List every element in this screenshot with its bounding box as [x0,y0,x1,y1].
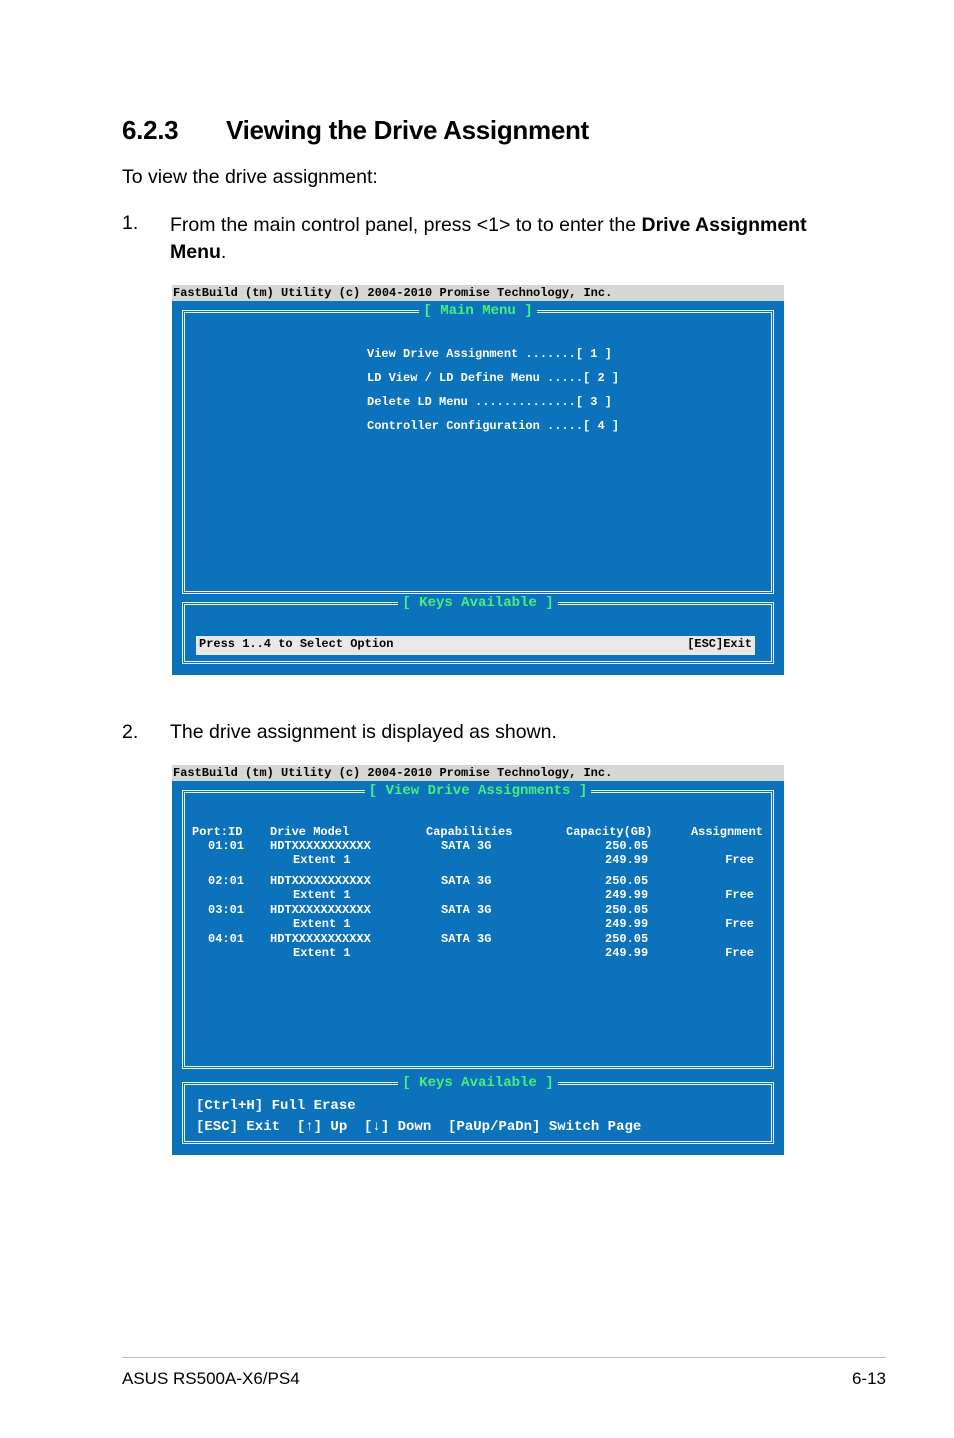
row-capabilities: SATA 3G [441,932,492,946]
row-drive-model: HDTXXXXXXXXXXX [270,903,371,917]
bios-title-bar: FastBuild (tm) Utility (c) 2004-2010 Promise Technology, Inc. [172,765,784,781]
keys-available-title [185,595,771,611]
status-esc-exit[interactable]: [ESC]Exit [687,637,752,651]
section-heading [122,115,589,146]
step-1 [122,212,842,272]
header-assignment: Assignment [690,825,763,839]
main-menu-title [185,303,771,319]
menu-item-view-drive-assignment[interactable]: View Drive Assignment .......[ 1 ] [367,347,612,361]
status-bar [196,636,755,655]
header-port-id: Port:ID [192,825,243,839]
keys-available-panel [182,1075,774,1144]
step-number: 1. [122,212,139,234]
row-drive-model: HDTXXXXXXXXXXX [270,932,371,946]
header-drive-model: Drive Model [270,825,350,839]
row-port-id: 03:01 [208,903,245,917]
drive-assignments-title-text: [ View Drive Assignments ] [365,783,591,799]
row-assignment: Free [725,917,754,931]
row-assignment: Free [725,946,754,960]
row-drive-model: HDTXXXXXXXXXXX [270,874,371,888]
status-left: Press 1..4 to Select Option [199,637,394,651]
row-capacity: 250.05 [605,903,649,917]
row-drive-model: HDTXXXXXXXXXXX [270,839,371,853]
footer-product: ASUS RS500A-X6/PS4 [122,1369,300,1388]
step-2 [122,721,842,749]
row-extent-capacity: 249.99 [605,917,649,931]
drive-assignments-panel [182,783,774,1069]
step-text-period: . [220,241,227,263]
bios-screen-drive-assignments [172,765,784,1155]
intro-text: To view the drive assignment: [122,166,378,188]
main-menu-panel [182,303,774,594]
step-text: The drive assignment is displayed as shown. [170,721,557,743]
section-number: 6.2.3 [122,115,179,145]
keys-available-title-text: [ Keys Available ] [398,595,557,611]
keys-line-2: [ESC] Exit [↑] Up [↓] Down [PaUp/PaDn] Switch Page [196,1119,642,1135]
menu-item-controller-configuration[interactable]: Controller Configuration .....[ 4 ] [367,419,620,433]
row-capacity: 250.05 [605,932,649,946]
row-extent: Extent 1 [293,946,351,960]
menu-item-delete-ld[interactable]: Delete LD Menu ..............[ 3 ] [367,395,612,409]
row-extent-capacity: 249.99 [605,888,649,902]
step-text-bold: Drive Assignment [641,214,807,236]
row-assignment: Free [725,888,754,902]
keys-available-title-text: [ Keys Available ] [398,1075,557,1091]
row-capacity: 250.05 [605,839,649,853]
row-extent-capacity: 249.99 [605,946,649,960]
footer-divider [122,1357,886,1358]
section-title: Viewing the Drive Assignment [226,115,589,145]
row-assignment: Free [725,853,754,867]
keys-line-1: [Ctrl+H] Full Erase [196,1098,356,1114]
step-text-plain: From the main control panel, press <1> to to enter the [170,214,642,236]
row-extent: Extent 1 [293,917,351,931]
drive-assignments-title [185,783,771,799]
header-capabilities: Capabilities [426,825,513,839]
row-capacity: 250.05 [605,874,649,888]
footer-page-number: 6-13 [851,1369,886,1388]
row-port-id: 02:01 [208,874,245,888]
row-extent-capacity: 249.99 [605,853,649,867]
row-capabilities: SATA 3G [441,874,492,888]
step-number: 2. [122,721,139,743]
keys-available-title [185,1075,771,1091]
row-extent: Extent 1 [293,888,351,902]
row-port-id: 04:01 [208,932,245,946]
main-menu-title-text: [ Main Menu ] [419,303,536,319]
menu-item-ld-view[interactable]: LD View / LD Define Menu .....[ 2 ] [367,371,620,385]
step-text [170,212,807,266]
header-capacity: Capacity(GB) [566,825,653,839]
step-text-bold-2: Menu [170,241,221,263]
row-capabilities: SATA 3G [441,839,492,853]
row-capabilities: SATA 3G [441,903,492,917]
row-port-id: 01:01 [208,839,245,853]
keys-available-panel [182,595,774,664]
row-extent: Extent 1 [293,853,351,867]
bios-screen-main-menu [172,285,784,675]
bios-title-bar: FastBuild (tm) Utility (c) 2004-2010 Promise Technology, Inc. [172,285,784,301]
